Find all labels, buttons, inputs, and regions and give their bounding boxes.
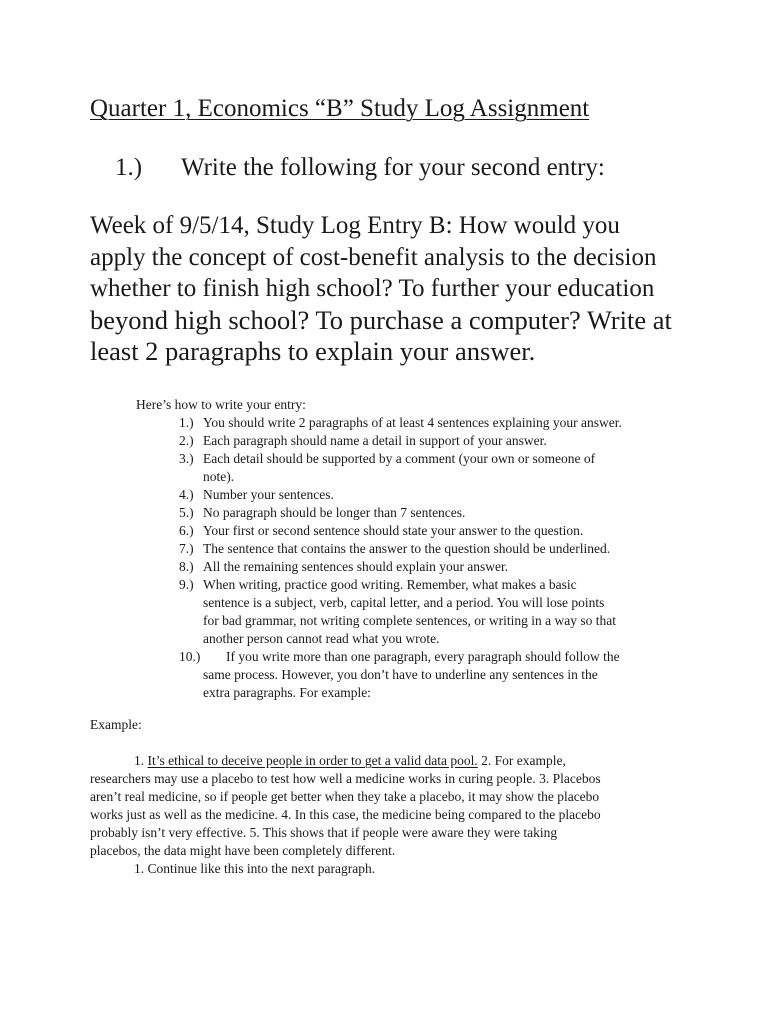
howto-intro: Here’s how to write your entry: — [136, 397, 306, 412]
page-title: Quarter 1, Economics “B” Study Log Assignment — [90, 95, 590, 122]
prompt-line: apply the concept of cost-benefit analysis to the decision — [90, 243, 657, 271]
instruction-number: 1.) — [115, 154, 143, 181]
rule-item — [179, 486, 679, 504]
rule-text: Number your sentences. — [203, 487, 334, 502]
example-label: Example: — [90, 717, 142, 732]
rule-number: 1.) — [179, 415, 194, 430]
rule-number: 3.) — [179, 451, 194, 466]
rule-item — [179, 558, 679, 576]
example-line: probably isn’t very effective. 5. This shows that if people were aware they were taking — [90, 825, 558, 840]
rule-number: 10.) — [179, 649, 201, 664]
example-underlined-sentence: It’s ethical to deceive people in order to get a valid data pool. — [147, 753, 478, 768]
rule-text: Each detail should be supported by a comment (your own or someone of — [203, 451, 596, 466]
rule-text: for bad grammar, not writing complete sentences, or writing in a way so that — [203, 613, 616, 628]
rule-text: No paragraph should be longer than 7 sentences. — [203, 505, 466, 520]
rule-item — [179, 432, 679, 450]
prompt-line: least 2 paragraphs to explain your answer. — [90, 336, 536, 366]
rule-text: sentence is a subject, verb, capital letter, and a period. You will lose points — [203, 595, 605, 610]
example-line: placebos, the data might have been completely different. — [90, 843, 396, 858]
example-paragraph — [90, 752, 650, 878]
prompt-line: whether to finish high school? To further your education — [90, 275, 655, 302]
rule-text: another person cannot read what you wrote. — [203, 631, 440, 646]
rule-number: 8.) — [179, 559, 194, 574]
prompt-line: beyond high school? To purchase a computer? Write at — [90, 304, 672, 335]
rule-number: 9.) — [179, 577, 194, 592]
rule-number: 6.) — [179, 523, 194, 538]
rule-item — [179, 576, 679, 648]
example-line: works just as well as the medicine. 4. In this case, the medicine being compared to the placebo — [90, 807, 601, 822]
rule-text: same process. However, you don’t have to underline any sentences in the — [203, 667, 598, 682]
rule-text: extra paragraphs. For example: — [203, 685, 371, 700]
rule-item — [179, 522, 679, 540]
rule-number: 4.) — [179, 487, 194, 502]
study-log-prompt — [90, 210, 710, 368]
rule-number: 2.) — [179, 433, 194, 448]
rule-text: If you write more than one paragraph, every paragraph should follow the — [226, 649, 620, 664]
entry-instruction — [115, 152, 605, 184]
prompt-line: Week of 9/5/14, Study Log Entry B: How would you — [90, 212, 620, 239]
rule-text: The sentence that contains the answer to the question should be underlined. — [203, 541, 611, 556]
rule-number: 5.) — [179, 505, 194, 520]
rule-item — [179, 450, 679, 486]
rule-text: Each paragraph should name a detail in support of your answer. — [203, 433, 547, 448]
rule-item — [179, 504, 679, 522]
rule-item — [179, 414, 679, 432]
rules-list — [179, 414, 679, 702]
example-sentence-number: 1. — [134, 753, 148, 768]
rule-text: You should write 2 paragraphs of at least 4 sentences explaining your answer. — [203, 415, 622, 430]
example-first-line — [90, 752, 650, 770]
rule-text: Your first or second sentence should state your answer to the question. — [203, 523, 584, 538]
example-line: researchers may use a placebo to test how well a medicine works in curing people. 3. Placebos — [90, 771, 601, 786]
example-continue-line: 1. Continue like this into the next paragraph. — [134, 861, 376, 876]
instruction-text: Write the following for your second entry: — [181, 154, 605, 181]
rule-text: All the remaining sentences should explain your answer. — [203, 559, 509, 574]
rule-number: 7.) — [179, 541, 194, 556]
rule-text: note). — [203, 469, 235, 484]
rule-item — [179, 540, 679, 558]
rule-text: When writing, practice good writing. Remember, what makes a basic — [203, 577, 577, 592]
example-line: aren’t real medicine, so if people get better when they take a placebo, it may show the placebo — [90, 789, 600, 804]
rule-item — [179, 648, 679, 702]
example-text: 2. For example, — [477, 753, 566, 768]
